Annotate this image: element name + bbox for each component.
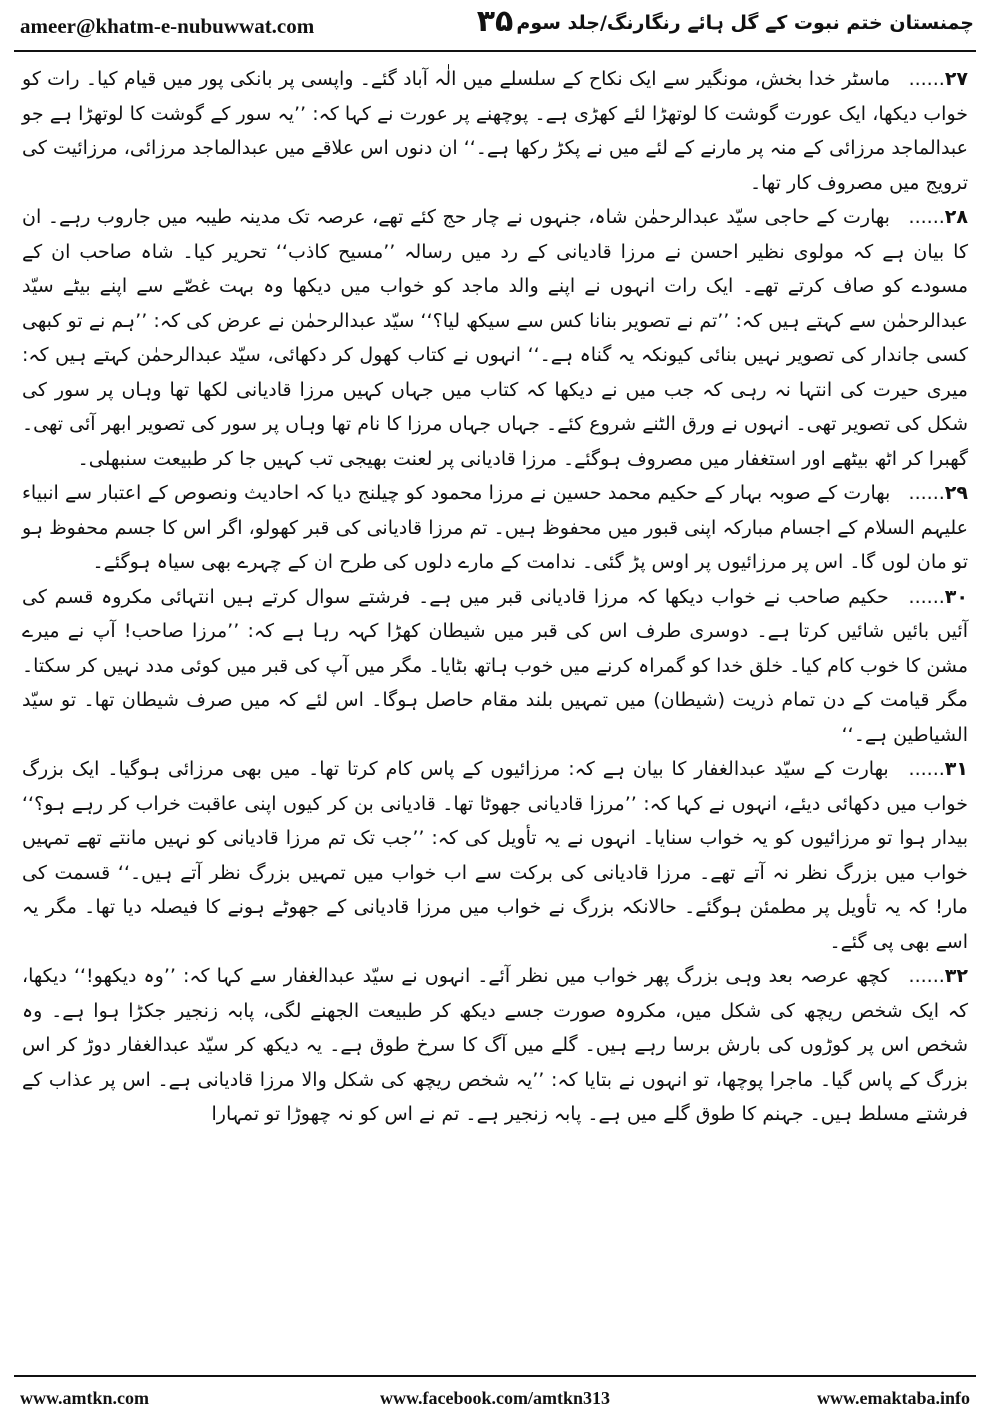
paragraph-29 [22, 476, 968, 580]
header-email: ameer@khatm-e-nubuwwat.com [20, 14, 315, 38]
paragraph-number: ۳۱ ...... [897, 758, 968, 780]
paragraph-text: کچھ عرصہ بعد وہی بزرگ پھر خواب میں نظر آئے۔ انہوں نے سیّد عبدالغفار سے کہا کہ: ’’وہ دیکھو!‘‘ دیکھا، کہ ایک شخص ریچھ کی شکل میں، مکروہ صورت جسے دیکھ کر طبیعت الجھنے لگی، پابہ زنجیر جکڑا ہوا ہے۔ وہ شخص اس پر کوڑوں کی بارش برسا رہے ہیں۔ گلے میں آگ کا سرخ طوق ہے۔ یہ دیکھ کر سیّد عبدالغفار دوڑ کر اس بزرگ کے پاس گیا۔ ماجرا پوچھا، تو انہوں نے بتایا کہ: ’’یہ شخص ریچھ کی شکل والا مرزا قادیانی ہے۔ اس پر عذاب کے فرشتے مسلط ہیں۔ جہنم کا طوق گلے میں ہے۔ پابہ زنجیر ہے۔ تم نے اس کو نہ چھوڑا تو تمہارا [22, 965, 968, 1125]
paragraph-28 [22, 200, 968, 476]
footer-link-facebook[interactable]: www.facebook.com/amtkn313 [380, 1388, 610, 1408]
paragraph-text: بھارت کے حاجی سیّد عبدالرحمٰن شاہ، جنہوں نے چار حج کئے تھے، عرصہ تک مدینہ طیبہ میں جاروب رہے۔ ان کا بیان ہے کہ مولوی نظیر احسن نے مرزا قادیانی کے رد میں رسالہ ’’مسیح کاذب‘‘ تحریر کیا۔ شاہ صاحب ان کے مسودے کو صاف کرتے تھے۔ ایک رات انہوں نے اپنے والد ماجد کو خواب میں دیکھا وہ بہت غصّے سے اپنے بیٹے سیّد عبدالرحمٰن سے کہتے ہیں کہ: ’’تم نے تصویر بنانا کس سے سیکھ لیا؟‘‘ سیّد عبدالرحمٰن نے عرض کی کہ: ’’ہم نے تو کبھی کسی جاندار کی تصویر نہیں بنائی کیونکہ یہ گناہ ہے۔‘‘ انہوں نے کتاب کھول کر دکھائی، سیّد عبدالرحمٰن کہتے ہیں کہ: میری حیرت کی انتہا نہ رہی کہ جب میں نے دیکھا کہ کتاب میں جہاں کہیں مرزا قادیانی لکھا تھا وہاں پر سور کی شکل کی تصویر تھی۔ انہوں نے ورق الٹنے شروع کئے۔ جہاں جہاں مرزا کا نام تھا وہاں پر سور کی تصویر ابھر آئی تھی۔ گھبرا کر اٹھ بیٹھے اور استغفار میں مصروف ہوگئے۔ مرزا قادیانی پر لعنت بھیجی تب کہیں جا کر طبیعت سنبھلی۔ [22, 206, 968, 470]
paragraph-number: ۲۹ ...... [897, 482, 968, 504]
footer-link-emaktaba[interactable]: www.emaktaba.info [816, 1388, 970, 1408]
page-header [14, 4, 976, 50]
paragraph-31 [22, 752, 968, 959]
book-title: چمنستان ختم نبوت کے گل ہائے رنگارنگ/جلد سوم [516, 12, 974, 34]
paragraph-text: ماسٹر خدا بخش، مونگیر سے ایک نکاح کے سلسلے میں الٰہ آباد گئے۔ واپسی پر بانکی پور میں قیام کیا۔ رات کو خواب دیکھا، ایک عورت گوشت کا لوتھڑا لئے کھڑی ہے۔ پوچھنے پر عورت نے کہا کہ: ’’یہ سور کے گوشت کا لوتھڑا ہے جو عبدالماجد مرزائی کے منہ پر مارنے کے لئے میں نے پکڑ رکھا ہے۔‘‘ ان دنوں اس علاقے میں عبدالماجد مرزائی، مرزائیت کی ترویج میں مصروف کار تھا۔ [22, 68, 968, 194]
paragraph-number: ۲۸ ...... [897, 206, 968, 228]
page-footer [14, 1384, 976, 1414]
footer-divider [14, 1375, 976, 1377]
header-divider [14, 50, 976, 52]
paragraph-text: بھارت کے سیّد عبدالغفار کا بیان ہے کہ: مرزائیوں کے پاس کام کرتا تھا۔ میں بھی مرزائی ہوگیا۔ ایک بزرگ خواب میں دکھائی دیئے، انہوں نے کہا کہ: ’’مرزا قادیانی جھوٹا تھا۔ قادیانی بن کر کیوں اپنی عاقبت خراب کر رہے ہو؟‘‘ بیدار ہوا تو مرزائیوں کو یہ خواب سنایا۔ انہوں نے یہ تأویل کی کہ: ’’جب تک تم مرزا قادیانی کو نہیں مانتے تھے تمہیں خواب میں بزرگ نظر نہ آتے تھے۔ مرزا قادیانی کی برکت سے اب خواب میں تمہیں بزرگ نظر آتے ہیں۔‘‘ قسمت کی مار! کہ یہ تأویل پر مطمئن ہوگئے۔ حالانکہ بزرگ نے خواب میں مرزا قادیانی کے جھوٹے ہونے کا فیصلہ دیا تھا۔ مگر یہ اسے بھی پی گئے۔ [22, 758, 968, 953]
footer-link-amtkn[interactable]: www.amtkn.com [20, 1388, 149, 1408]
paragraph-number: ۲۷ ...... [897, 68, 968, 90]
page-number: ۳۵ [476, 4, 514, 39]
paragraph-text: بھارت کے صوبہ بہار کے حکیم محمد حسین نے مرزا محمود کو چیلنج دیا کہ احادیث ونصوص کے اعتبار سے انبیاء علیہم السلام کے اجسام مبارکہ اپنی قبور میں محفوظ ہیں۔ تم مرزا قادیانی کی قبر کھولو، اگر اس کا جسم محفوظ ہو تو مان لوں گا۔ اس پر مرزائیوں پر اوس پڑ گئی۔ ندامت کے مارے دلوں کی طرح ان کے چہرے بھی سیاہ ہوگئے۔ [22, 482, 968, 573]
paragraph-number: ۳۲ ...... [897, 965, 968, 987]
paragraph-number: ۳۰ ...... [897, 586, 968, 608]
paragraph-27 [22, 62, 968, 200]
paragraph-text: حکیم صاحب نے خواب دیکھا کہ مرزا قادیانی قبر میں ہے۔ فرشتے سوال کرتے ہیں انتہائی مکروہ قسم کی آئیں بائیں شائیں کرتا ہے۔ دوسری طرف اس کی قبر میں شیطان کھڑا کہہ رہا ہے کہ: ’’مرزا صاحب! آپ نے میرے مشن کا خوب کام کیا۔ خلق خدا کو گمراہ کرنے میں خوب ہاتھ بٹایا۔ مگر میں آپ کی قبر میں کوئی مدد نہیں کر سکتا۔ مگر قیامت کے دن تمام ذریت (شیطان) میں تمہیں بلند مقام حاصل ہوگا۔ اس لئے کہ میں صرف شیطان تھا۔ تو سیّد الشیاطین ہے۔‘‘ [22, 585, 968, 746]
paragraph-30 [22, 580, 968, 753]
page-body [22, 62, 968, 1362]
paragraph-32 [22, 959, 968, 1132]
